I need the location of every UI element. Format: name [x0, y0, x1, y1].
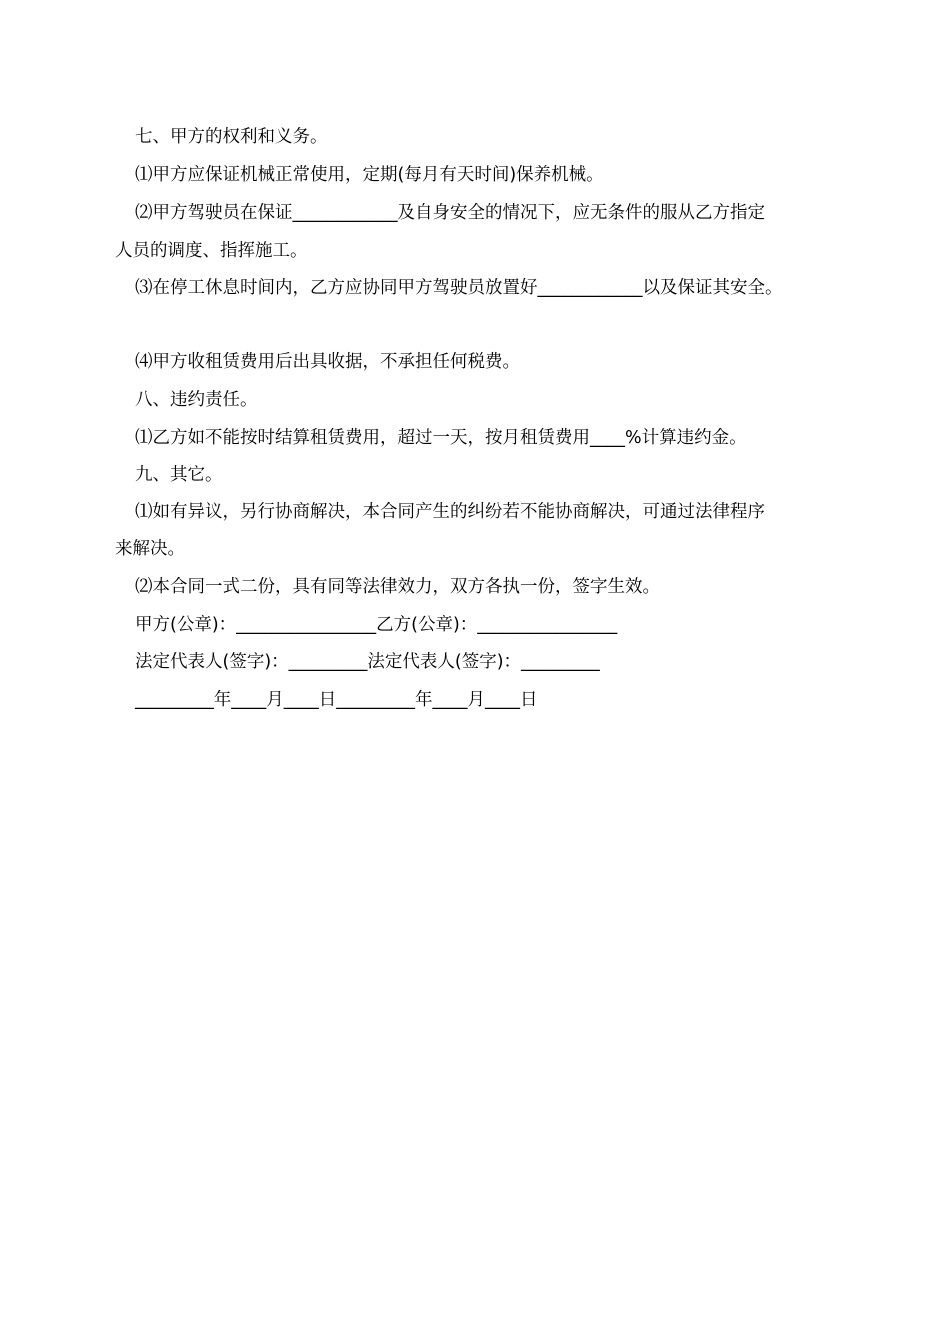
- clause-text: ⑶在停工休息时间内，乙方应协同甲方驾驶员放置好____________以及保证其安全。: [135, 278, 783, 298]
- section-heading-other: 九、其它。: [135, 465, 223, 485]
- clause-text: ⑵本合同一式二份，具有同等法律效力，双方各执一份，签字生效。: [135, 577, 660, 597]
- clause-text: ⑷甲方收租赁费用后出具收据，不承担任何税费。: [135, 352, 520, 372]
- signature-representative-line: 法定代表人(签字)：_________法定代表人(签字)：_________: [135, 652, 600, 672]
- clause-text: ⑵甲方驾驶员在保证____________及自身安全的情况下，应无条件的服从乙方指定: [135, 203, 765, 223]
- clause-text: ⑴乙方如不能按时结算租赁费用，超过一天，按月租赁费用____%计算违约金。: [135, 428, 747, 448]
- clause-text: ⑴如有异议，另行协商解决，本合同产生的纠纷若不能协商解决，可通过法律程序: [135, 502, 765, 522]
- signature-seal-line: 甲方(公章)：________________乙方(公章)：________________: [135, 615, 618, 635]
- signature-date-line: _________年____月____日_________年____月____日: [135, 690, 538, 710]
- clause-text: ⑴甲方应保证机械正常使用，定期(每月有天时间)保养机械。: [135, 165, 604, 185]
- section-heading-liability: 八、违约责任。: [135, 390, 258, 410]
- clause-text-continued: 人员的调度、指挥施工。: [115, 241, 308, 261]
- clause-text-continued: 来解决。: [115, 539, 185, 559]
- section-heading-rights: 七、甲方的权利和义务。: [135, 127, 328, 147]
